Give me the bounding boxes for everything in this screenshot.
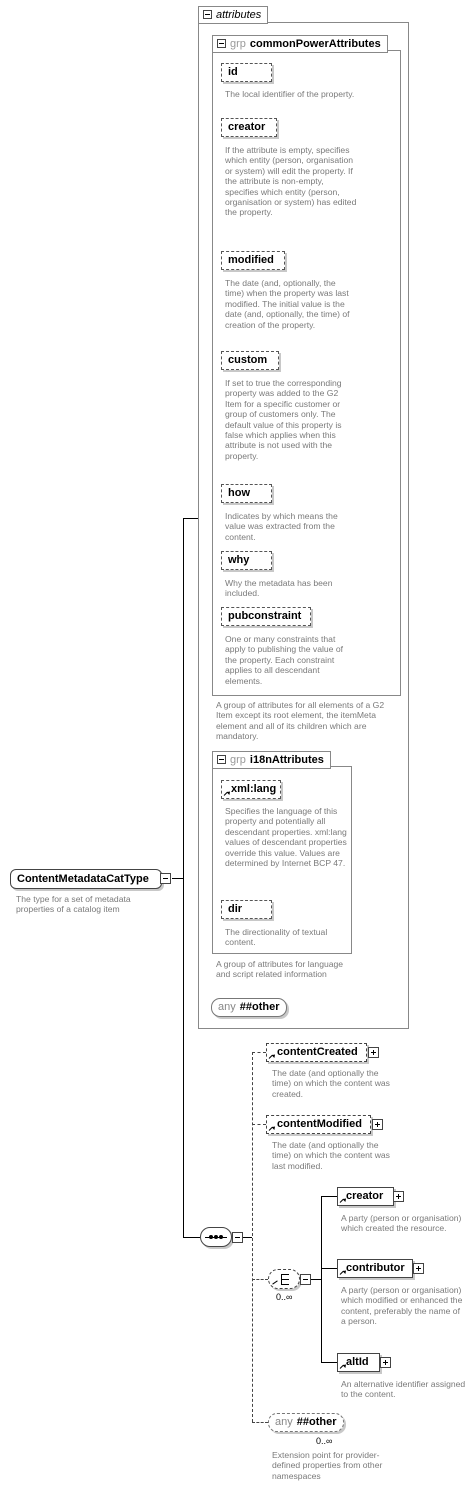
any-attribute[interactable] [211,998,287,1017]
contributor-expand-icon[interactable] [413,1263,424,1274]
reference-arrow-icon [340,1198,345,1203]
any-element-kind: any [275,1416,293,1428]
any-element[interactable] [268,1413,344,1432]
choice-compositor[interactable] [268,1269,300,1289]
element-content-modified[interactable] [266,1115,371,1134]
attr-id[interactable] [221,63,272,82]
content-created-doc: The date (and optionally the time) on which the content was created. [272,1068,390,1099]
trunk-line [183,518,184,1238]
choice-spine [321,1196,322,1363]
sequence-dot-3 [219,1235,223,1239]
attr-creator-doc: If the attribute is empty, specifies which entity (person, organisation or system) will edit the property. If the attribute is non-empty, specifies which entity (person, organisation or system) has edited the property. [225,145,357,218]
root-collapse-icon[interactable] [160,873,171,884]
creator-expand-icon[interactable] [393,1191,404,1202]
altid-expand-icon[interactable] [380,1357,391,1368]
altid-doc: An alternative identifier assigned to the content. [341,1379,466,1400]
choice-branch-creator [321,1196,337,1197]
common-group-name: commonPowerAttributes [249,38,381,50]
attr-how-name: how [228,487,250,499]
attr-why[interactable] [221,551,272,570]
choice-in-line [272,1280,277,1284]
reference-arrow-icon [269,1126,274,1131]
attr-modified[interactable] [221,251,285,270]
seq-branch-created [252,1052,266,1053]
choice-occurrence: 0..∞ [276,1292,293,1302]
creator-name: creator [346,1190,384,1202]
content-modified-expand-icon[interactable] [372,1119,383,1130]
attr-pubconstraint[interactable] [221,607,311,626]
i18n-group-title[interactable] [212,751,331,769]
seq-branch-any [252,1422,268,1423]
common-group-collapse-icon[interactable] [217,39,226,48]
choice-collapse-icon[interactable] [300,1274,311,1285]
attr-why-doc: Why the metadata has been included. [225,578,333,599]
attr-modified-name: modified [228,254,274,266]
choice-bracket [281,1274,282,1285]
common-group-kind: grp [230,38,246,50]
contributor-name: contributor [346,1262,405,1274]
attr-custom-name: custom [228,354,268,366]
seq-out-line [243,1237,252,1238]
attr-pubconstraint-name: pubconstraint [228,610,302,622]
content-modified-name: contentModified [277,1118,362,1130]
attr-how[interactable] [221,484,272,503]
attr-creator-name: creator [228,121,266,133]
attr-pubconstraint-doc: One or many constraints that apply to publishing the value of the property. Each constraint applies to all descendant elements. [225,634,344,686]
root-doc: The type for a set of metadata properties of a catalog item [16,894,131,915]
creator-doc: A party (person or organisation) which created the resource. [341,1213,462,1234]
i18n-group-kind: grp [230,754,246,766]
element-altid[interactable] [337,1353,380,1372]
content-created-expand-icon[interactable] [368,1047,379,1058]
seq-connector [183,1237,200,1238]
attr-xml-lang-doc: Specifies the language of this property and potentially all descendant properties. xml:lang values of descendant properties override this value. Values are determined by Internet BCP 47. [225,806,347,869]
attr-dir-doc: The directionality of textual content. [225,927,328,948]
attr-dir-name: dir [228,903,243,915]
attr-id-name: id [228,66,238,78]
reference-arrow-icon [340,1270,345,1275]
i18n-group-name: i18nAttributes [249,754,324,766]
choice-branch-2 [281,1279,289,1282]
reference-arrow-icon [224,791,229,796]
choice-branch-1 [281,1274,289,1277]
element-creator[interactable] [337,1187,394,1206]
altid-name: altId [346,1356,369,1368]
attr-custom[interactable] [221,351,279,370]
i18n-group-collapse-icon[interactable] [217,755,226,764]
attr-connector [183,518,198,519]
any-element-doc: Extension point for provider-defined properties from other namespaces [272,1450,383,1481]
content-created-name: contentCreated [277,1046,358,1058]
content-modified-doc: The date (and optionally the time) on which the content was last modified. [272,1140,390,1171]
attr-creator[interactable] [221,118,277,137]
attr-why-name: why [228,554,250,566]
sequence-dot-2 [214,1235,218,1239]
seq-spine [252,1052,253,1422]
attr-how-doc: Indicates by which means the value was extracted from the content. [225,511,338,542]
sequence-compositor[interactable] [200,1227,232,1247]
any-attribute-kind: any [218,1001,236,1013]
any-element-occurrence: 0..∞ [316,1436,333,1446]
element-content-created[interactable] [266,1043,367,1062]
root-element-box[interactable] [10,869,162,889]
choice-branch-3 [281,1284,289,1287]
attr-modified-doc: The date (and, optionally, the time) when the property was last modified. The initial value is the date (and, optionally, the time) of creation of the property. [225,278,350,330]
reference-arrow-icon [269,1054,274,1059]
attr-dir[interactable] [221,900,272,919]
element-contributor[interactable] [337,1259,413,1278]
any-element-name: ##other [296,1416,337,1428]
attr-xml-lang[interactable] [221,780,281,799]
attr-xml-lang-name: xml:lang [231,783,277,795]
seq-branch-modified [252,1124,266,1125]
seq-branch-choice [252,1279,268,1280]
sequence-dot-1 [209,1235,213,1239]
reference-arrow-icon [340,1364,345,1369]
common-group-title[interactable] [212,35,388,53]
choice-out-line [311,1279,321,1280]
attributes-collapse-icon[interactable] [203,10,212,19]
contributor-doc: A party (person or organisation) which modified or enhanced the content, preferably the name of a person. [341,1285,463,1327]
attributes-title-text: attributes [216,9,262,21]
attr-id-doc: The local identifier of the property. [225,89,355,99]
i18n-group-doc: A group of attributes for language and script related information [216,959,344,980]
root-element-name: ContentMetadataCatType [17,873,149,885]
attributes-panel-title[interactable] [198,6,268,24]
choice-branch-altid [321,1362,337,1363]
choice-branch-contributor [321,1268,337,1269]
common-group-doc: A group of attributes for all elements of a G2 Item except its root element, the itemMeta element and all of its children which are mandatory. [216,700,385,742]
any-attribute-name: ##other [239,1001,280,1013]
attr-custom-doc: If set to true the corresponding property was added to the G2 Item for a specific customer or group of customers only. The default value of this property is false which applies when this attribute is not used with the property. [225,378,342,461]
sequence-collapse-icon[interactable] [232,1232,243,1243]
